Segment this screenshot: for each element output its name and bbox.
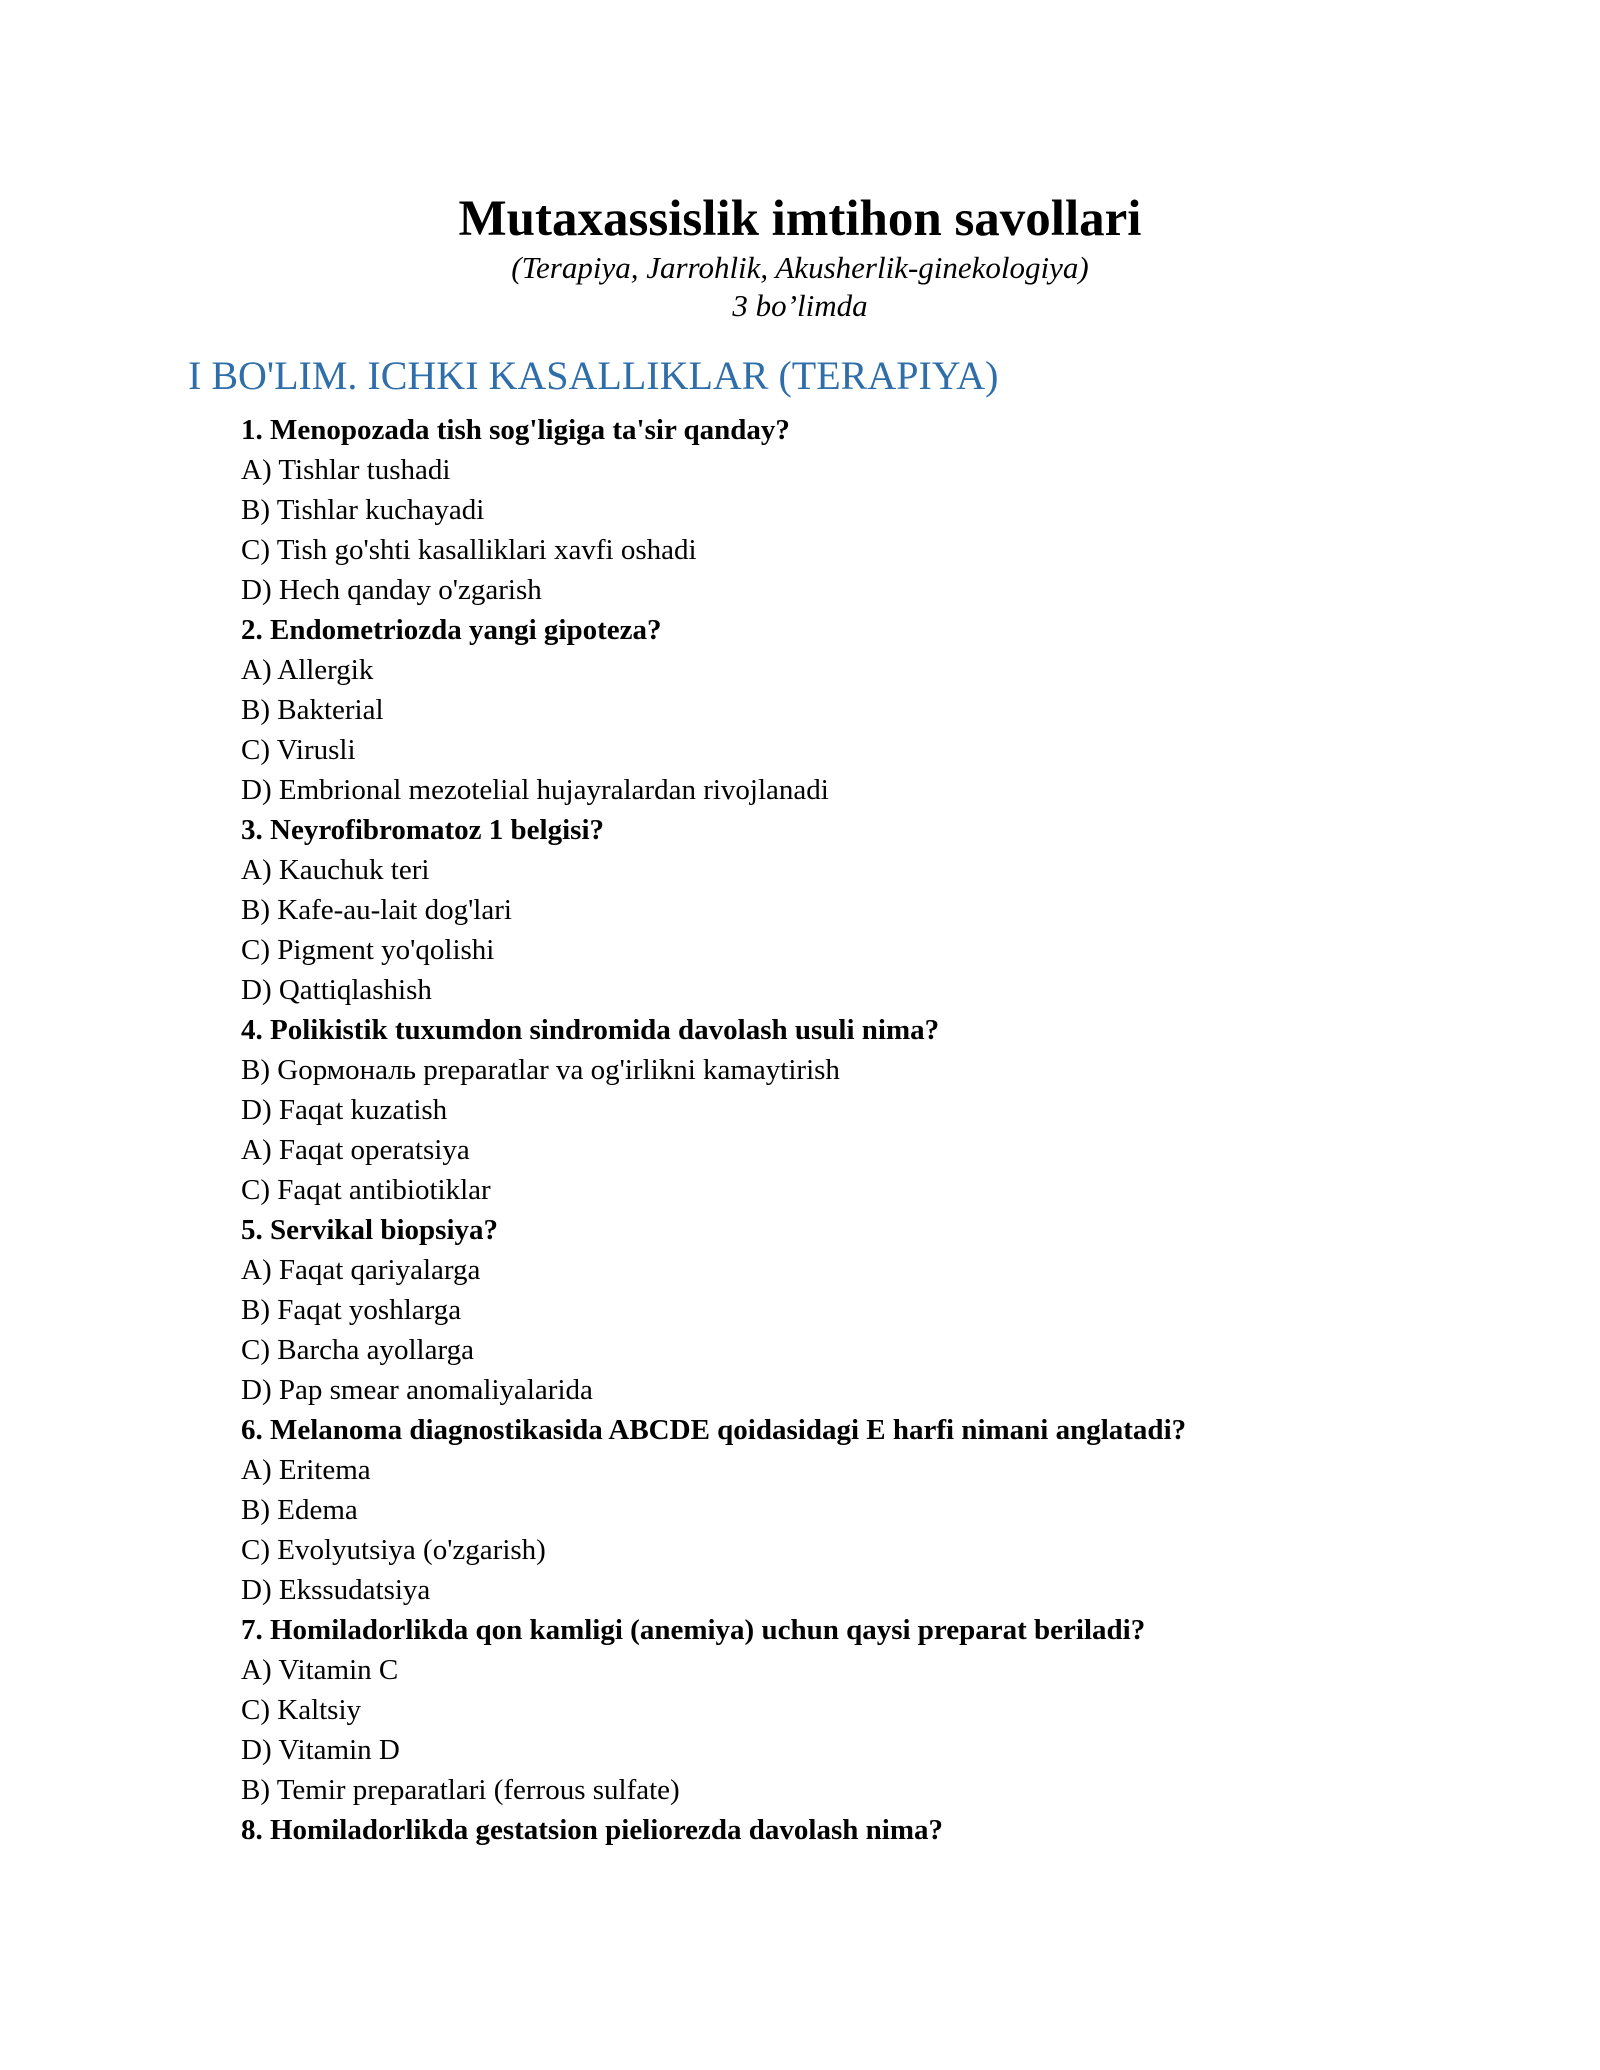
answer-option: A) Eritema [241, 1454, 371, 1486]
answer-option: B) Faqat yoshlarga [241, 1294, 462, 1326]
answer-option: D) Ekssudatsiya [241, 1574, 431, 1606]
answer-option: D) Qattiqlashish [241, 974, 432, 1006]
question-text: 7. Homiladorlikda qon kamligi (anemiya) uchun qaysi preparat beriladi? [241, 1614, 1146, 1646]
answer-option: C) Faqat antibiotiklar [241, 1174, 491, 1206]
question-text: 1. Menopozada tish sog'ligiga ta'sir qanday? [241, 414, 790, 446]
question-list [241, 410, 1441, 1850]
answer-option: C) Kaltsiy [241, 1694, 362, 1726]
answer-option: A) Tishlar tushadi [241, 454, 451, 486]
answer-option: B) Bakterial [241, 694, 384, 726]
question-text: 8. Homiladorlikda gestatsion pieliorezda davolash nima? [241, 1814, 943, 1846]
document-subtitle: (Terapiya, Jarrohlik, Akusherlik-ginekologiya) [511, 250, 1089, 285]
answer-option: B) Kafe-au-lait dog'lari [241, 894, 512, 926]
answer-option: C) Evolyutsiya (o'zgarish) [241, 1534, 546, 1566]
document-title: Mutaxassislik imtihon savollari [458, 191, 1142, 247]
question-text: 4. Polikistik tuxumdon sindromida davolash usuli nima? [241, 1014, 940, 1046]
answer-option: D) Embrional mezotelial hujayralardan rivojlanadi [241, 774, 829, 806]
answer-option: B) Temir preparatlari (ferrous sulfate) [241, 1774, 680, 1806]
document-parts-note: 3 bo’limda [732, 288, 868, 323]
answer-option: A) Kauchuk teri [241, 854, 430, 886]
answer-option: A) Allergik [241, 654, 374, 686]
section-heading: I BO'LIM. ICHKI KASALLIKLAR (TERAPIYA) [188, 353, 999, 398]
answer-option: C) Pigment yo'qolishi [241, 934, 495, 966]
answer-option: A) Faqat operatsiya [241, 1134, 470, 1166]
answer-option: D) Faqat kuzatish [241, 1094, 448, 1126]
question-text: 2. Endometriozda yangi gipoteza? [241, 614, 662, 646]
answer-option: B) Edema [241, 1494, 358, 1526]
answer-option: D) Pap smear anomaliyalarida [241, 1374, 593, 1406]
answer-option: C) Virusli [241, 734, 356, 766]
question-text: 3. Neyrofibromatoz 1 belgisi? [241, 814, 604, 846]
answer-option: B) Gормональ preparatlar va og'irlikni kamaytirish [241, 1054, 840, 1086]
question-text: 5. Servikal biopsiya? [241, 1214, 499, 1246]
answer-option: C) Tish go'shti kasalliklari xavfi oshadi [241, 534, 697, 566]
answer-option: B) Tishlar kuchayadi [241, 494, 485, 526]
answer-option: A) Faqat qariyalarga [241, 1254, 481, 1286]
answer-option: D) Hech qanday o'zgarish [241, 574, 542, 606]
answer-option: A) Vitamin C [241, 1654, 399, 1686]
answer-option: C) Barcha ayollarga [241, 1334, 474, 1366]
answer-option: D) Vitamin D [241, 1734, 400, 1766]
question-text: 6. Melanoma diagnostikasida ABCDE qoidasidagi E harfi nimani anglatadi? [241, 1414, 1187, 1446]
